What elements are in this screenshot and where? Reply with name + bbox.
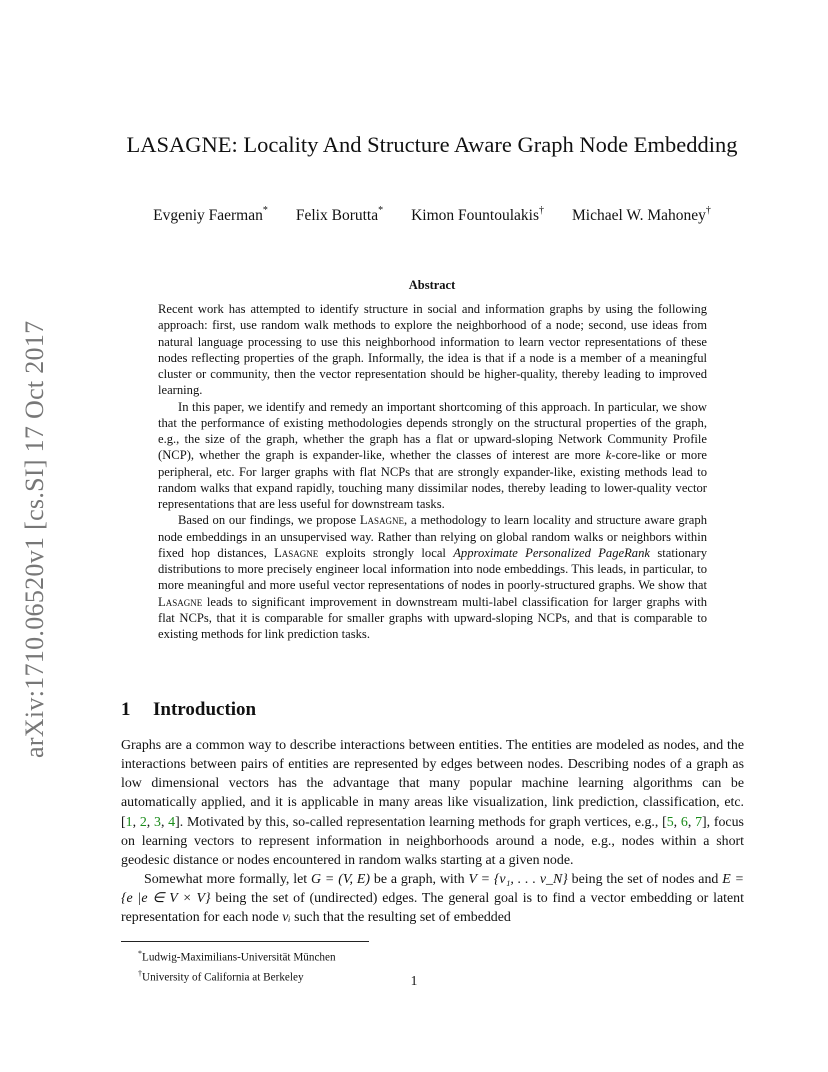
page-number: 1 (410, 973, 418, 988)
abstract-paragraph: Recent work has attempted to identify structure in social and information graphs by using the following approach: first, use random walk methods to explore the neighborhood of a node; second, use ideas from natural language processing to use this neighborhood information to learn vector representations of these nodes reflecting properties of the graph. Informally, the idea is that if a node is a member of a meaningful cluster or community, then the vector representation should be higher-quality, thereby leading to improved learning. (158, 302, 707, 398)
method-name: Lasagne (359, 513, 405, 528)
author: Michael W. Mahoney† (572, 205, 711, 224)
abstract-paragraph: Based on our findings, we propose Lasagne, a methodology to learn locality and structure aware graph node embeddings in an unsupervised way. Rather than relying on global random walks or neighbors within fixed hop distances, Lasagne exploits strongly local Approximate Personalized PageRank stationary distributions to more precisely engineer local information into node embeddings. This leads, in particular, to more meaningful and more useful vector representations of nodes in poorly-structured graphs. We show that Lasagne leads to significant improvement in downstream multi-label classification for larger graphs with flat NCPs, that it is comparable for smaller graphs with upward-sloping NCPs, and that is comparable to existing methods for link prediction tasks. (158, 513, 707, 641)
method-name: Lasagne (158, 594, 203, 609)
section-heading: 1 Introduction (121, 699, 257, 720)
footnote: *Ludwig-Maximilians-Universität München (138, 949, 336, 964)
author-list (120, 207, 744, 225)
body-paragraph: Somewhat more formally, let G = (V, E) be a graph, with V = {v₁, . . . v_N} being the set of nodes and E = {e |e ∈ V × V} being the set of (undirected) edges. The general goal is to find a vector embedding or latent representation for each node vᵢ such that the resulting set of embedded (121, 872, 744, 926)
abstract-heading: Abstract (408, 278, 456, 292)
author: Felix Borutta* (295, 205, 384, 224)
author: Kimon Fountoulakis† (411, 205, 544, 224)
citation-link[interactable]: 6 (680, 814, 688, 830)
footnote-divider (121, 941, 369, 942)
paper-title: LASAGNE: Locality And Structure Aware Graph Node Embedding (126, 132, 738, 157)
arxiv-identifier: arXiv:1710.06520v1 [cs.SI] 17 Oct 2017 (20, 320, 49, 758)
citation-link[interactable]: 1 (125, 814, 133, 830)
abstract-paragraph: In this paper, we identify and remedy an important shortcoming of this approach. In particular, we show that the performance of existing methodologies depends strongly on the structural properties of the graph, e.g., the size of the graph, whether the graph has a flat or upward-sloping Network Community Profile (NCP), whether the graph is expander-like, whether the classes of interest are more k-core-like or more peripheral, etc. For larger graphs with flat NCPs that are strongly expander-like, existing methods lead to random walks that expand rapidly, touching many dissimilar nodes, thereby leading to lower-quality vector representations that are less useful for downstream tasks. (158, 399, 707, 511)
citation-link[interactable]: 2 (139, 814, 147, 830)
citation-link[interactable]: 3 (153, 814, 161, 830)
citation-link[interactable]: 5 (666, 814, 674, 830)
section-body (121, 736, 744, 928)
footnote: †University of California at Berkeley (138, 969, 304, 984)
body-paragraph: Graphs are a common way to describe interactions between entities. The entities are modeled as nodes, and the interactions between pairs of entities are represented by edges between nodes. Describing nodes of a graph as low dimensional vectors has the advantage that many popular machine learning algorithms can be automatically applied, and it is applicable in many areas like visualization, link prediction, classification, etc. [1, 2, 3, 4]. Motivated by this, so-called representation learning methods for graph vertices, e.g., [5, 6, 7], focus on learning vectors to represent information in neighborhoods around a node, e.g., nodes within a short geodesic distance or nodes encountered in random walks starting at a given node. (121, 738, 744, 868)
author: Evgeniy Faerman* (153, 205, 268, 224)
citation-link[interactable]: 4 (168, 814, 176, 830)
citation-link[interactable]: 7 (695, 814, 703, 830)
method-name: Lasagne (274, 545, 319, 560)
abstract-body (158, 301, 707, 642)
